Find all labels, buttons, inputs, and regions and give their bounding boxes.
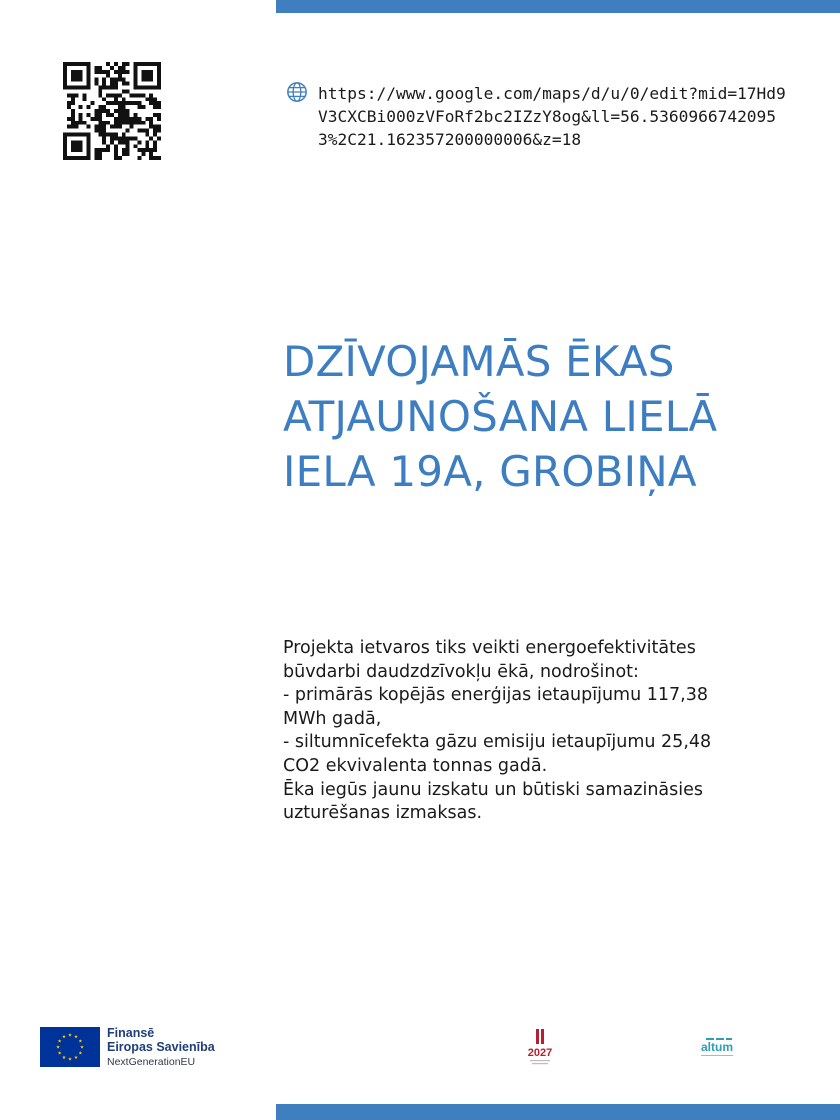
description-line: MWh gadā, xyxy=(283,708,382,729)
description-line: Ēka iegūs jaunu izskatu un būtiski samazināsies xyxy=(283,779,704,800)
title-line: IELA 19A, GROBIŅA xyxy=(283,447,697,496)
page-title xyxy=(283,334,823,499)
map-url-link[interactable]: https://www.google.com/maps/d/u/0/edit?mid=17Hd9V3CXCBi000zVFoRf2bc2IZzY8og&ll=56.53609667420953%2C21.162357200000006&z=18 xyxy=(318,84,786,149)
qr-code-icon[interactable] xyxy=(63,62,161,160)
logo-2027-icon xyxy=(522,1027,558,1069)
description-line: - siltumnīcefekta gāzu emisiju ietaupījumu 25,48 xyxy=(283,732,712,753)
funding-label xyxy=(107,1026,215,1070)
description-line: uzturēšanas izmaksas. xyxy=(283,803,483,824)
description-line: - primārās kopējās enerģijas ietaupījumu 117,38 xyxy=(283,685,708,706)
bottom-accent-bar xyxy=(276,1104,840,1120)
description-line: CO2 ekvivalenta tonnas gadā. xyxy=(283,755,548,776)
globe-icon xyxy=(286,81,308,103)
logo-2027-text: 2027 xyxy=(527,1047,553,1059)
description-line: Projekta ietvaros tiks veikti energoefektivitātes xyxy=(283,638,696,658)
description-line: būvdarbi daudzdzīvokļu ēkā, nodrošinot: xyxy=(283,661,639,682)
funding-line-2: Eiropas Savienība xyxy=(107,1040,215,1054)
title-line: ATJAUNOŠANA LIELĀ xyxy=(283,392,718,441)
project-description xyxy=(283,637,783,826)
altum-logo-text: altum xyxy=(700,1040,734,1054)
top-accent-bar xyxy=(276,0,840,13)
funding-line-1: Finansē xyxy=(107,1026,155,1040)
eu-flag-icon xyxy=(40,1027,100,1067)
title-line: DZĪVOJAMĀS ĒKAS xyxy=(283,337,675,386)
altum-logo-icon xyxy=(694,1034,740,1062)
funding-line-3: NextGenerationEU xyxy=(107,1056,196,1068)
